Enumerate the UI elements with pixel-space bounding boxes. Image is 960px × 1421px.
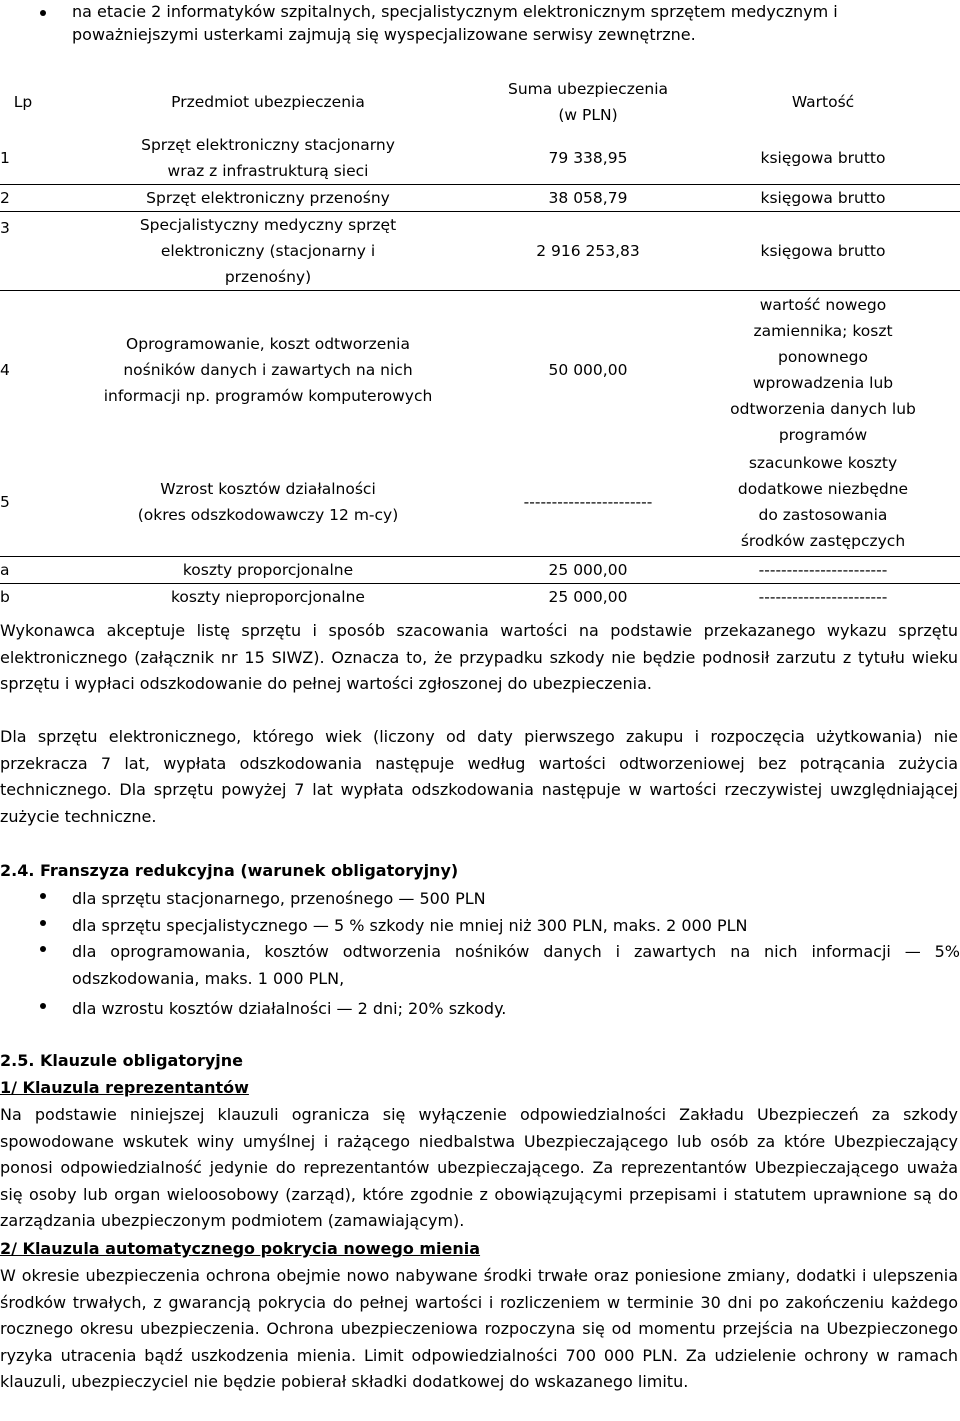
header-lp: Lp <box>13 93 33 111</box>
cell-value: szacunkowe koszty dodatkowe niezbędne do zastosowania środków zastępczych <box>737 454 909 551</box>
cell-subject: Oprogramowanie, koszt odtworzenia nośników danych i zawartych na nich informacji np. programów komputerowych <box>46 291 490 449</box>
bullet-icon <box>40 10 46 16</box>
header-sum <box>490 72 686 132</box>
cell-subject: koszty nieproporcjonalne <box>46 584 490 611</box>
cell-subject: Sprzęt elektroniczny przenośny <box>46 185 490 212</box>
table-row <box>0 449 960 557</box>
table-row <box>0 291 960 449</box>
cell-value: księgowa brutto <box>686 212 960 291</box>
cell-sum: 50 000,00 <box>490 291 686 449</box>
header-sum-line1: Suma ubezpieczenia <box>507 80 669 98</box>
table-header-row <box>0 72 960 132</box>
cell-lp: 1 <box>0 149 10 167</box>
cell-lp: b <box>0 584 46 611</box>
list-item: dla wzrostu kosztów działalności — 2 dni; 20% szkody. <box>0 996 960 1023</box>
cell-value: księgowa brutto <box>686 185 960 212</box>
cell-lp: 5 <box>0 493 10 512</box>
cell-subject-line2: (okres odszkodowawczy 12 m-cy) <box>137 506 399 525</box>
cell-value: wartość nowego zamiennika; koszt ponownego wprowadzenia lub odtworzenia danych lub programów <box>686 291 960 449</box>
insurance-table <box>0 72 960 611</box>
bullet-icon <box>40 1003 46 1009</box>
bullet-icon <box>40 946 46 952</box>
table-row <box>0 584 960 611</box>
top-bullet-text: na etacie 2 informatyków szpitalnych, specjalistycznym elektronicznym sprzętem medycznym i poważniejszymi usterkami zajmują się wyspecjalizowane serwisy zewnętrzne. <box>72 2 838 44</box>
table-row <box>0 185 960 212</box>
table-row <box>0 212 960 291</box>
list-item: dla sprzętu specjalistycznego — 5 % szkody nie mniej niż 300 PLN, maks. 2 000 PLN <box>0 913 960 940</box>
header-sum-line2: (w PLN) <box>558 106 618 124</box>
cell-sum: 38 058,79 <box>490 185 686 212</box>
cell-sum: 79 338,95 <box>548 149 628 167</box>
bullet-icon <box>40 893 46 899</box>
cell-subject: koszty proporcjonalne <box>46 557 490 584</box>
section-number: 2.5. <box>0 1051 35 1070</box>
paragraph-depreciation: Dla sprzętu elektronicznego, którego wiek (liczony od daty pierwszego zakupu i rozpoczęcia użytkowania) nie przekracza 7 lat, wypłata odszkodowania następuje według wartości odtworzeniowej bez potrącania zużycia technicznego. Dla sprzętu powyżej 7 lat wypłata odszkodowania następuje w wartości rzeczywistej uwzględniającej zużycie techniczne. <box>0 727 958 826</box>
clause-2-text: W okresie ubezpieczenia ochrona obejmie nowo nabywane środki trwałe oraz poniesione zmiany, dodatki i ulepszenia środków trwałych, z gwarancją pokrycia do pełnej wartości i rozliczeniem w terminie 30 dni po zakończeniu każdego rocznego okresu ubezpieczenia. Ochrona ubezpieczeniowa rozpoczyna się od momentu przejścia na Ubezpieczonego ryzyka utracenia bądź uszkodzenia mienia. Limit odpowiedzialności 700 000 PLN. Za udzielenie ochrony w ramach klauzuli, ubezpieczyciel nie będzie pobierał składki dodatkowej do wskazanego limitu. <box>0 1266 958 1391</box>
paragraph-acceptance: Wykonawca akceptuje listę sprzętu i sposób szacowania wartości na podstawie przekazanego wykazu sprzętu elektronicznego (załącznik nr 15 SIWZ). Oznacza to, że przypadku szkody nie będzie podnosił zarzutu z tytułu wieku sprzętu i wypłaci odszkodowanie do pełnej wartości zgłoszonej do ubezpieczenia. <box>0 621 958 693</box>
section-title: Franszyza redukcyjna (warunek obligatoryjny) <box>40 861 459 880</box>
cell-value: księgowa brutto <box>760 149 886 167</box>
cell-subject <box>46 449 490 557</box>
section-heading-2-5 <box>0 1048 960 1074</box>
list-item: dla sprzętu stacjonarnego, przenośnego — 500 PLN <box>0 886 960 913</box>
header-value: Wartość <box>791 93 855 111</box>
cell-lp: 2 <box>0 185 46 212</box>
cell-subject-line1: Wzrost kosztów działalności <box>160 480 376 499</box>
cell-sum: 25 000,00 <box>490 584 686 611</box>
table-row <box>0 132 960 185</box>
clause-1-text: Na podstawie niniejszej klauzuli ogranicza się wyłączenie odpowiedzialności Zakładu Ubezpieczeń za szkody spowodowane wskutek winy umyślnej i rażącego niedbalstwa Ubezpieczającego lub osób za które Ubezpieczający ponosi odpowiedzialność jedynie do reprezentantów ubezpieczającego. Za reprezentantów Ubezpieczającego uważa się osoby lub organ wieloosobowy (zarząd), które zgodnie z obowiązującymi przepisami i statutem uprawnione są do zarządzania ubezpieczonym podmiotem (zamawiającym). <box>0 1105 958 1230</box>
cell-sum: 2 916 253,83 <box>490 212 686 291</box>
cell-sum: 25 000,00 <box>490 557 686 584</box>
franchise-list <box>0 886 960 1023</box>
table-row <box>0 557 960 584</box>
clause-2-title: 2/ Klauzula automatycznego pokrycia nowego mienia <box>0 1239 481 1258</box>
section-number: 2.4. <box>0 861 35 880</box>
cell-value: ----------------------- <box>686 557 960 584</box>
list-item: dla oprogramowania, kosztów odtworzenia nośników danych i zawartych na nich informacji — 5% odszkodowania, maks. 1 000 PLN, <box>0 939 960 992</box>
cell-value: ----------------------- <box>686 584 960 611</box>
cell-lp: 4 <box>0 291 46 449</box>
cell-subject: Sprzęt elektroniczny stacjonarny wraz z infrastrukturą sieci <box>141 136 395 180</box>
section-title: Klauzule obligatoryjne <box>40 1051 244 1070</box>
cell-lp: 3 <box>0 212 46 291</box>
cell-lp: a <box>0 557 46 584</box>
section-heading-2-4 <box>0 858 960 884</box>
bullet-icon <box>40 920 46 926</box>
cell-subject: Specjalistyczny medyczny sprzęt elektroniczny (stacjonarny i przenośny) <box>46 212 490 291</box>
header-subject: Przedmiot ubezpieczenia <box>171 93 365 111</box>
clause-1-title: 1/ Klauzula reprezentantów <box>0 1078 249 1097</box>
cell-sum: ----------------------- <box>523 493 653 512</box>
